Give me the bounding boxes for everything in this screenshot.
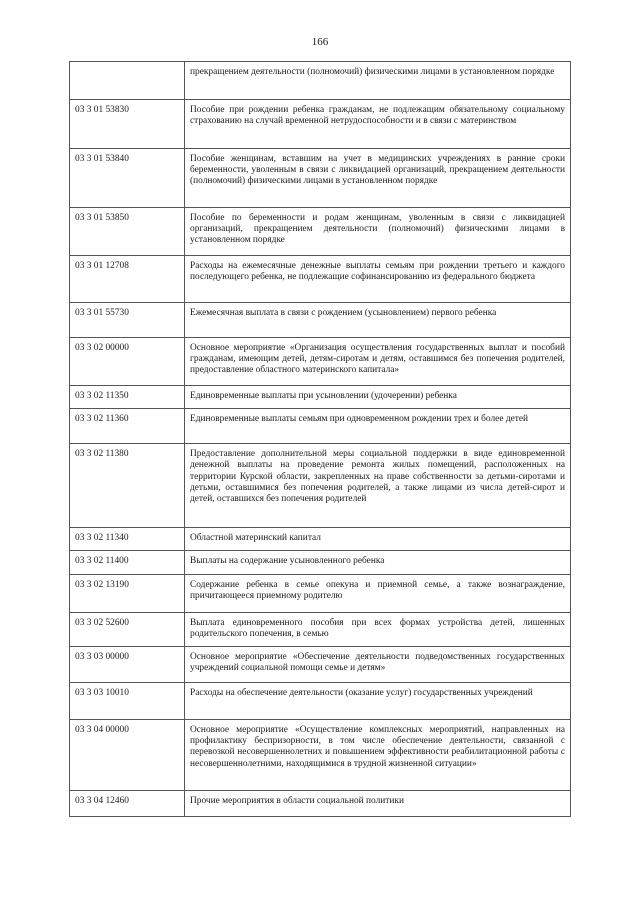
table-row [70,720,571,791]
row-code: 03 3 02 11360 [70,409,185,444]
row-code: 03 3 02 00000 [70,338,185,386]
row-code: 03 3 04 12460 [70,791,185,817]
row-description: Расходы на обеспечение деятельности (оказание услуг) государственных учреждений [185,683,571,720]
row-description: прекращением деятельности (полномочий) физическими лицами в установленном порядке [185,62,571,100]
row-description: Основное мероприятие «Обеспечение деятельности подведомственных государственных учреждений социальной помощи семье и детям» [185,647,571,683]
row-description: Выплата единовременного пособия при всех формах устройства детей, лишенных родительского попечения, в семью [185,612,571,646]
row-description: Выплаты на содержание усыновленного ребенка [185,551,571,574]
row-description: Основное мероприятие «Организация осуществления государственных выплат и пособий гражданам, имеющим детей, детям-сиротам и детям, оставшимся без попечения родителей, предоставление областного материнского капитала» [185,338,571,386]
row-code: 03 3 01 53840 [70,149,185,208]
table-row [70,551,571,574]
table-row [70,303,571,338]
table-row [70,647,571,683]
row-description: Единовременные выплаты семьям при одновременном рождении трех и более детей [185,409,571,444]
table-row [70,791,571,817]
row-description: Основное мероприятие «Осуществление комплексных мероприятий, направленных на профилактику беспризорности, в том числе обеспечение деятельности, связанной с перевозкой несовершеннолетних и повышением эффективности реабилитационной работы с несовершеннолетними, находящимися в трудной жизненной ситуации» [185,720,571,791]
table-row [70,338,571,386]
row-description: Единовременные выплаты при усыновлении (удочерении) ребенка [185,386,571,409]
table-row [70,386,571,409]
row-code: 03 3 03 00000 [70,647,185,683]
row-code: 03 3 01 53830 [70,100,185,149]
row-code: 03 3 01 53850 [70,208,185,256]
table-row [70,528,571,551]
row-code: 03 3 01 12708 [70,256,185,303]
table-row [70,612,571,646]
table-row [70,409,571,444]
table-row [70,444,571,528]
row-description: Предоставление дополнительной меры социальной поддержки в виде единовременной денежной выплаты на проведение ремонта жилых помещений, расположенных на территории Курской области, закрепленных на праве собственности за детьми-сиротами и детьми, оставшимися без попечения родителей, а также лицами из числа детей-сирот и детей, оставшихся без попечения родителей [185,444,571,528]
row-description: Областной материнский капитал [185,528,571,551]
table-row [70,62,571,100]
table-row [70,683,571,720]
row-description: Содержание ребенка в семье опекуна и приемной семье, а также вознаграждение, причитающееся приемному родителю [185,574,571,612]
row-description: Пособие женщинам, вставшим на учет в медицинских учреждениях в ранние сроки беременности, уволенным в связи с ликвидацией организаций, прекращением деятельности (полномочий) физическими лицами в установленном порядке [185,149,571,208]
row-code [70,62,185,100]
row-code: 03 3 04 00000 [70,720,185,791]
row-code: 03 3 02 11350 [70,386,185,409]
row-description: Расходы на ежемесячные денежные выплаты семьям при рождении третьего и каждого последующего ребенка, не подлежащие софинансированию из федерального бюджета [185,256,571,303]
row-code: 03 3 02 11380 [70,444,185,528]
row-description: Пособие по беременности и родам женщинам, уволенным в связи с ликвидацией организаций, прекращением деятельности (полномочий) физическими лицами в установленном порядке [185,208,571,256]
row-code: 03 3 02 52600 [70,612,185,646]
table-row [70,574,571,612]
table-row [70,208,571,256]
row-description: Ежемесячная выплата в связи с рождением (усыновлением) первого ребенка [185,303,571,338]
row-code: 03 3 02 13190 [70,574,185,612]
row-code: 03 3 03 10010 [70,683,185,720]
page-number: 166 [311,36,329,48]
row-description: Прочие мероприятия в области социальной политики [185,791,571,817]
table-row [70,256,571,303]
table-row [70,100,571,149]
row-description: Пособие при рождении ребенка гражданам, не подлежащим обязательному социальному страхованию на случай временной нетрудоспособности и в связи с материнством [185,100,571,149]
budget-classification-table [69,61,571,817]
table-row [70,149,571,208]
row-code: 03 3 02 11340 [70,528,185,551]
row-code: 03 3 01 55730 [70,303,185,338]
row-code: 03 3 02 11400 [70,551,185,574]
